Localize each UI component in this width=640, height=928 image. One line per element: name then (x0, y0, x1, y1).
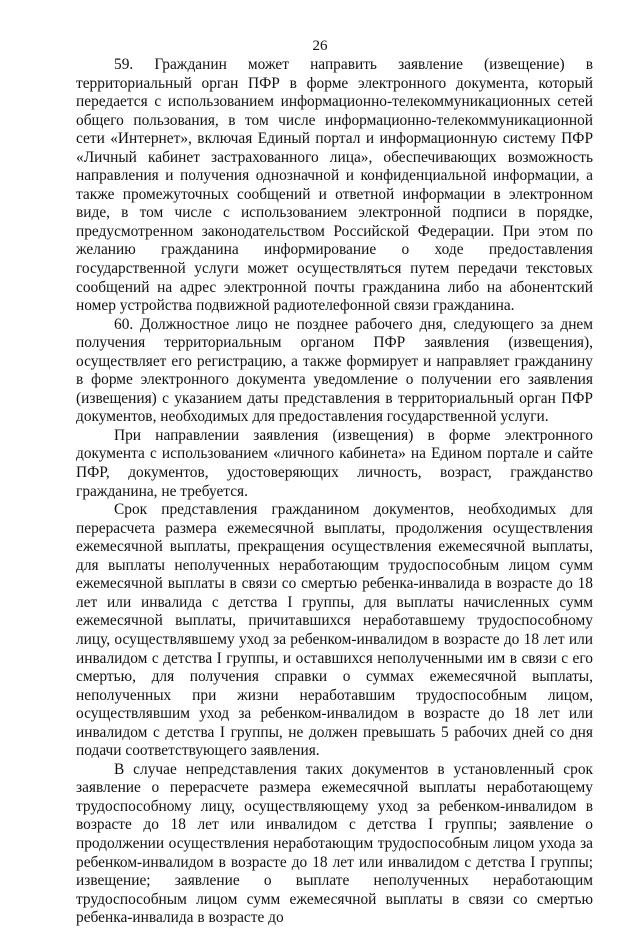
paragraph-59: 59. Гражданин может направить заявление (извещение) в территориальный орган ПФР в форме электронного документа, который передается с использованием информационно-телекоммуникационных сетей общего пользования, в том числе информационно-телекоммуникационной сети «Интернет», включая Единый портал и информационную систему ПФР «Личный кабинет застрахованного лица», обеспечивающих возможность направления и получения однозначной и конфиденциальной информации, а также промежуточных сообщений и ответной информации в электронном виде, в том числе с использованием электронной подписи в порядке, предусмотренном законодательством Российской Федерации. При этом по желанию гражданина информирование о ходе предоставления государственной услуги может осуществляться путем передачи текстовых сообщений на адрес электронной почты гражданина либо на абонентский номер устройства подвижной радиотелефонной связи гражданина. (76, 56, 593, 315)
paragraph-electronic-submission: При направлении заявления (извещения) в форме электронного документа с использованием «личного кабинета» на Едином портале и сайте ПФР, документов, удостоверяющих личность, возраст, гражданство гражданина, не требуется. (76, 426, 593, 500)
document-body (76, 56, 593, 928)
paragraph-60: 60. Должностное лицо не позднее рабочего дня, следующего за днем получения территориальным органом ПФР заявления (извещения), осуществляет его регистрацию, а также формирует и направляет гражданину в форме электронного документа уведомление о получении его заявления (извещения) с указанием даты представления в территориальный орган ПФР документов, необходимых для предоставления государственной услуги. (76, 315, 593, 426)
page-number: 26 (312, 38, 328, 54)
paragraph-non-submission: В случае непредставления таких документов в установленный срок заявление о перерасчете размера ежемесячной выплаты неработающему трудоспособному лицу, осуществляющему уход за ребенком-инвалидом в возрасте до 18 лет или инвалидом с детства I группы; заявление о продолжении осуществления неработающим трудоспособным лицом ухода за ребенком-инвалидом в возрасте до 18 лет или инвалидом с детства I группы; извещение; заявление о выплате неполученных неработающим трудоспособным лицом сумм ежемесячной выплаты в связи со смертью ребенка-инвалида в возрасте до (76, 760, 593, 927)
paragraph-document-deadline: Срок представления гражданином документов, необходимых для перерасчета размера ежемесячной выплаты, продолжения осуществления ежемесячной выплаты, прекращения осуществления ежемесячной выплаты, для выплаты неполученных неработающим трудоспособным лицом сумм ежемесячной выплаты в связи со смертью ребенка-инвалида в возрасте до 18 лет или инвалида с детства I группы, для выплаты начисленных сумм ежемесячной выплаты, причитавшихся неработавшему трудоспособному лицу, осуществлявшему уход за ребенком-инвалидом в возрасте до 18 лет или инвалидом с детства I группы, и оставшихся неполученными им в связи с его смертью, для получения справки о суммах ежемесячной выплаты, неполученных при жизни неработавшим трудоспособным лицом, осуществлявшим уход за ребенком-инвалидом в возрасте до 18 лет или инвалидом с детства I группы, не должен превышать 5 рабочих дней со дня подачи соответствующего заявления. (76, 501, 593, 760)
